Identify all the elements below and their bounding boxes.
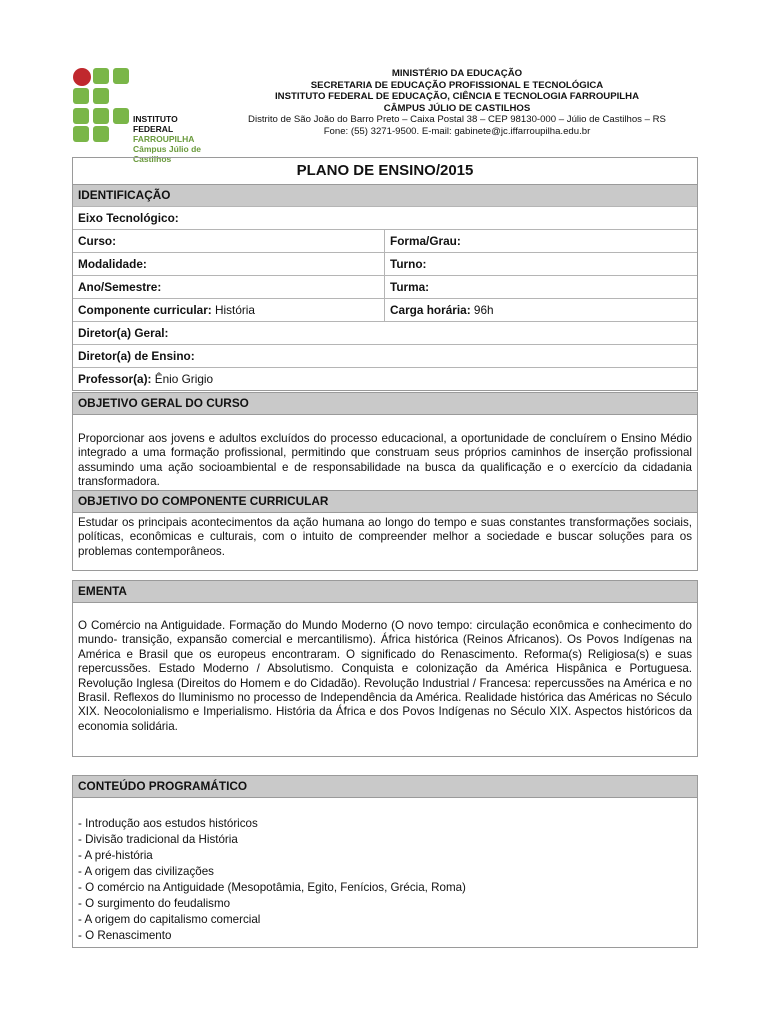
cell-ano <box>73 276 385 298</box>
logo-square <box>93 108 109 124</box>
objectives-section <box>72 392 698 571</box>
header-contact: Fone: (55) 3271-9500. E-mail: gabinete@jc.iffarroupilha.edu.br <box>323 125 591 137</box>
logo-line-3: Câmpus Júlio de Castilhos <box>133 144 202 164</box>
row-diretor-geral <box>73 321 697 344</box>
professor-value: Ênio Grigio <box>154 372 214 386</box>
list-item: - A origem do capitalismo comercial <box>78 913 261 926</box>
header-ministry: MINISTÉRIO DA EDUCAÇÃO <box>391 68 523 79</box>
professor-label: Professor(a): <box>78 372 152 386</box>
cell-diretor-geral <box>73 322 168 344</box>
objetivo-geral-text: Proporcionar aos jovens e adultos excluídos do processo educacional, a oportunidade de concluírem o Ensino Médio integrado a uma formação profissional, permitindo que construam seus próprios caminhos de inserção profissional assumindo uma ação socioambiental e de responsabilidade na busca da qualificação e o exercício da cidadania transformadora. <box>73 414 697 490</box>
header-institute: INSTITUTO FEDERAL DE EDUCAÇÃO, CIÊNCIA E TECNOLOGIA FARROUPILHA <box>274 91 640 103</box>
logo-line-2: FARROUPILHA <box>133 134 195 144</box>
diretor-geral-label: Diretor(a) Geral: <box>78 326 169 340</box>
carga-value: 96h <box>473 303 494 317</box>
logo-square <box>73 108 89 124</box>
cell-componente <box>73 299 385 321</box>
logo-line-1: INSTITUTO FEDERAL <box>133 114 178 134</box>
turno-label: Turno: <box>390 257 427 271</box>
diretor-ensino-label: Diretor(a) de Ensino: <box>78 349 195 363</box>
cell-curso <box>73 230 385 252</box>
conteudo-section <box>72 775 698 948</box>
cell-professor <box>73 368 213 390</box>
ano-label: Ano/Semestre: <box>78 280 162 294</box>
conteudo-heading: CONTEÚDO PROGRAMÁTICO <box>73 776 697 797</box>
logo-square <box>113 68 129 84</box>
cell-turma <box>385 276 697 298</box>
cell-eixo <box>73 207 179 229</box>
carga-label: Carga horária: <box>390 303 471 317</box>
row-eixo <box>73 206 697 229</box>
ementa-text: O Comércio na Antiguidade. Formação do Mundo Moderno (O novo tempo: circulação econômica e conhecimento do mundo- transição, expansão comercial e mercantilismo). África histórica (Reinos Africanos). Os Povos Indígenas na América e Brasil que os europeus encontraram. O significado do Renascimento. Reforma(s) Religiosa(s) e suas repercussões. Estado Moderno / Absolutismo. Conquista e colonização da América Hispânica e Portuguesa. Revolução Inglesa (Direitos do Homem e do Cidadão). Revolução Industrial / Francesa: repercussões na América e no Brasil. Reflexos do Iluminismo no processo de Independência da América. Realidade histórica das Américas no Século XIX. Neocolonialismo e Imperialismo. História da África e dos Povos Indígenas no Século XIX. Aspectos históricos da economia solidária. <box>73 602 697 756</box>
logo-square <box>93 126 109 142</box>
row-modalidade <box>73 252 697 275</box>
curso-label: Curso: <box>78 234 117 248</box>
eixo-label: Eixo Tecnológico: <box>78 211 179 225</box>
list-item: - Introdução aos estudos históricos <box>78 817 258 830</box>
row-curso <box>73 229 697 252</box>
logo-square <box>73 126 89 142</box>
objetivo-geral-heading: OBJETIVO GERAL DO CURSO <box>73 393 697 414</box>
row-componente <box>73 298 697 321</box>
header-secretariat: SECRETARIA DE EDUCAÇÃO PROFISSIONAL E TECNOLÓGICA <box>310 79 604 91</box>
list-item: - Divisão tradicional da História <box>78 833 238 846</box>
forma-label: Forma/Grau: <box>390 234 461 248</box>
logo-square <box>73 88 89 104</box>
turma-label: Turma: <box>390 280 430 294</box>
cell-modalidade <box>73 253 385 275</box>
objetivo-componente-text: Estudar os principais acontecimentos da ação humana ao longo do tempo e suas constantes transformações sociais, políticas, econômicas e culturais, com o intuito de compreender melhor a sociedade e buscar soluções para os problemas contemporâneos. <box>73 512 697 570</box>
componente-value: História <box>215 303 255 317</box>
identification-section <box>72 157 698 391</box>
header-address: Distrito de São João do Barro Preto – Caixa Postal 38 – CEP 98130-000 – Júlio de Castilhos – RS <box>248 114 666 126</box>
list-item: - A pré-história <box>78 849 153 862</box>
cell-forma <box>385 230 697 252</box>
logo-red-circle <box>73 68 91 86</box>
conteudo-list <box>73 797 697 947</box>
componente-label: Componente curricular: <box>78 303 212 317</box>
objetivo-componente-heading: OBJETIVO DO COMPONENTE CURRICULAR <box>73 490 697 512</box>
header-campus: CÂMPUS JÚLIO DE CASTILHOS <box>383 102 531 114</box>
identification-heading: IDENTIFICAÇÃO <box>73 184 697 206</box>
list-item: - O surgimento do feudalismo <box>78 897 231 910</box>
document-header <box>222 68 692 138</box>
institute-logo <box>73 68 213 164</box>
row-diretor-ensino <box>73 344 697 367</box>
row-professor <box>73 367 697 390</box>
ementa-heading: EMENTA <box>73 581 697 602</box>
cell-diretor-ensino <box>73 345 195 367</box>
cell-turno <box>385 253 697 275</box>
list-item: - A origem das civilizações <box>78 865 214 878</box>
logo-square <box>93 68 109 84</box>
row-ano <box>73 275 697 298</box>
list-item: - O comércio na Antiguidade (Mesopotâmia, Egito, Fenícios, Grécia, Roma) <box>78 881 466 894</box>
logo-square <box>93 88 109 104</box>
ementa-section <box>72 580 698 757</box>
modalidade-label: Modalidade: <box>78 257 147 271</box>
plan-title: PLANO DE ENSINO/2015 <box>296 162 474 179</box>
logo-square <box>113 108 129 124</box>
list-item: - O Renascimento <box>78 929 172 942</box>
cell-carga <box>385 299 697 321</box>
